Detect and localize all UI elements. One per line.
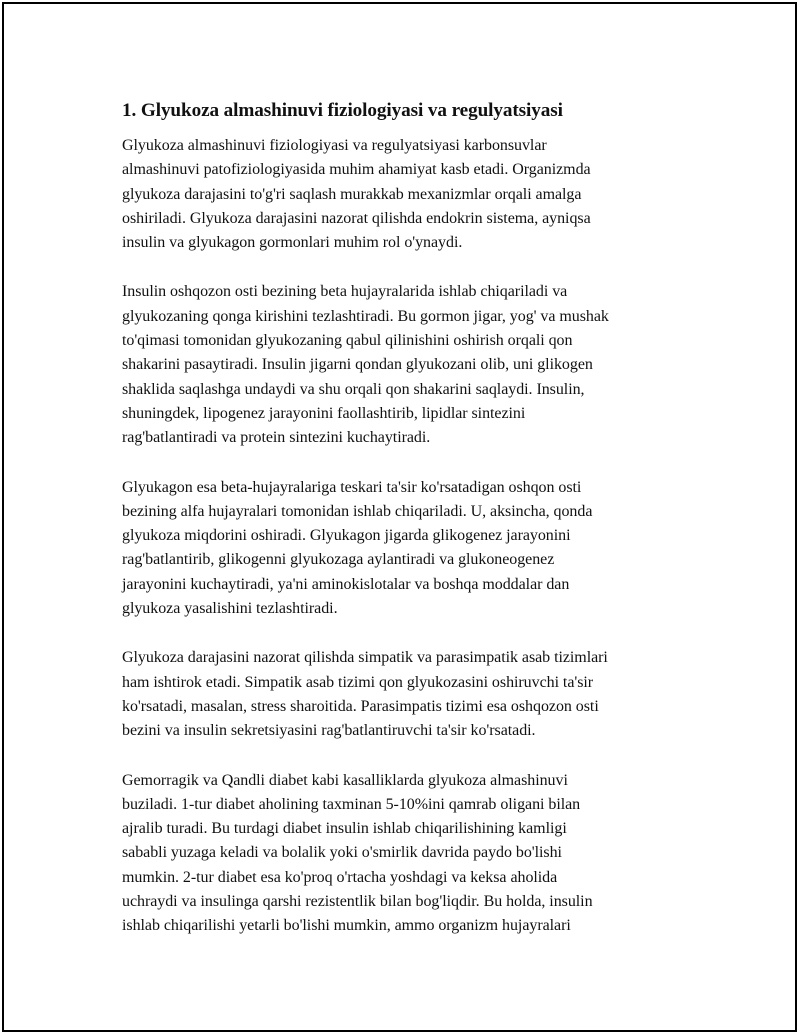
paragraph-line: glyukoza yasalishini tezlashtiradi. <box>122 600 338 618</box>
paragraph-line: ko'rsatadi, masalan, stress sharoitida. Parasimpatis tizimi esa oshqozon osti <box>122 697 599 715</box>
paragraph-line: Glyukoza almashinuvi fiziologiyasi va regulyatsiyasi karbonsuvlar <box>122 137 547 154</box>
paragraph-line: sababli yuzaga keladi va bolalik yoki o'smirlik davrida paydo bo'lishi <box>122 844 562 862</box>
paragraph-line: shakarini pasaytiradi. Insulin jigarni qondan glyukozani olib, uni glikogen <box>122 356 593 374</box>
paragraph-line: shaklida saqlashga undaydi va shu orqali qon shakarini saqlaydi. Insulin, <box>122 380 585 398</box>
paragraph-line: shuningdek, lipogenez jarayonini faollashtirib, lipidlar sintezini <box>122 404 526 422</box>
paragraph-line: Gemorragik va Qandli diabet kabi kasalliklarda glyukoza almashinuvi <box>122 771 568 789</box>
paragraph-line: ajralib turadi. Bu turdagi diabet insulin ishlab chiqarilishining kamligi <box>122 820 567 838</box>
paragraph-line: Insulin oshqozon osti bezining beta hujayralarida ishlab chiqariladi va <box>122 283 568 301</box>
paragraph-line: bezining alfa hujayralari tomonidan ishlab chiqariladi. U, aksincha, qonda <box>122 502 593 520</box>
paragraph-line: insulin va glyukagon gormonlari muhim rol o'ynaydi. <box>122 234 463 252</box>
paragraph-line: mumkin. 2-tur diabet esa ko'proq o'rtacha yoshdagi va keksa aholida <box>122 868 558 886</box>
paragraph-line: jarayonini kuchaytiradi, ya'ni aminokislotalar va boshqa moddalar dan <box>122 575 570 593</box>
paragraph <box>122 280 692 450</box>
paragraph <box>122 476 692 622</box>
paragraph-line: bezini va insulin sekretsiyasini rag'batlantiruvchi ta'sir ko'rsatadi. <box>122 722 536 740</box>
paragraph-line: almashinuvi patofiziologiyasida muhim ahamiyat kasb etadi. Organizmda <box>122 161 591 179</box>
paragraph-line: oshiriladi. Glyukoza darajasini nazorat qilishda endokrin sistema, ayniqsa <box>122 209 591 227</box>
paragraph-line: ham ishtirok etadi. Simpatik asab tizimi qon glyukozasini oshiruvchi ta'sir <box>122 673 594 691</box>
document-body <box>122 97 692 964</box>
paragraph-line: ishlab chiqarilishi yetarli bo'lishi mumkin, ammo organizm hujayralari <box>122 917 571 935</box>
paragraphs-container <box>122 134 692 939</box>
paragraph-line: Glyukoza darajasini nazorat qilishda simpatik va parasimpatik asab tizimlari <box>122 649 608 667</box>
paragraph <box>122 134 692 255</box>
paragraph <box>122 646 692 743</box>
paragraph-line: Glyukagon esa beta-hujayralariga teskari ta'sir ko'rsatadigan oshqon osti <box>122 478 582 496</box>
paragraph-line: glyukozaning qonga kirishini tezlashtiradi. Bu gormon jigar, yog' va mushak <box>122 307 609 325</box>
page-frame <box>2 2 797 1032</box>
paragraph-line: to'qimasi tomonidan glyukozaning qabul qilinishini oshirish orqali qon <box>122 332 573 350</box>
section-title: 1. Glyukoza almashinuvi fiziologiyasi va regulyatsiyasi <box>122 100 563 121</box>
paragraph-line: rag'batlantiradi va protein sintezini kuchaytiradi. <box>122 429 431 447</box>
paragraph-line: uchraydi va insulinga qarshi rezistentlik bilan bog'liqdir. Bu holda, insulin <box>122 893 593 911</box>
paragraph <box>122 769 692 939</box>
paragraph-line: rag'batlantirib, glikogenni glyukozaga aylantiradi va glukoneogenez <box>122 551 555 569</box>
paragraph-line: glyukoza darajasini to'g'ri saqlash murakkab mexanizmlar orqali amalga <box>122 185 582 203</box>
paragraph-line: glyukoza miqdorini oshiradi. Glyukagon jigarda glikogenez jarayonini <box>122 527 571 545</box>
paragraph-line: buziladi. 1-tur diabet aholining taxminan 5-10%ini qamrab oligani bilan <box>122 795 581 813</box>
